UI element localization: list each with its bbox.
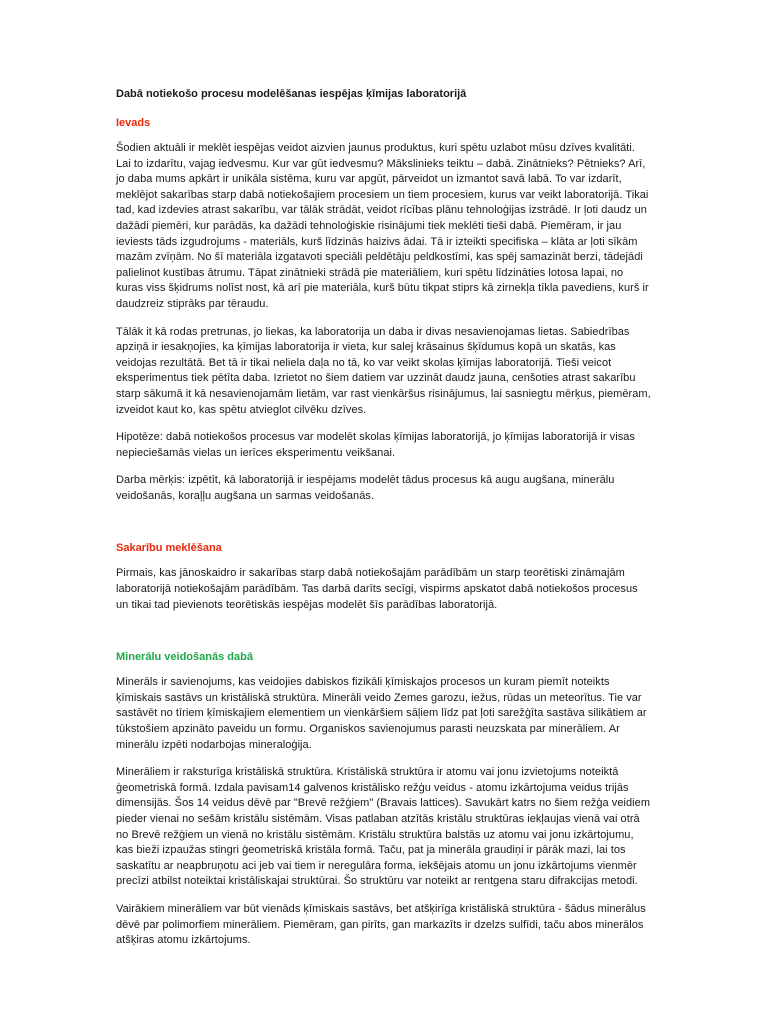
paragraph: Šodien aktuāli ir meklēt iespējas veidot aizvien jaunus produktus, kuri spētu uzlabot mūsu dzīves kvalitāti. Lai to izdarītu, vajag iedvesmu. Kur var gūt iedvesmu? Mākslinieks teiktu – dabā. Zinātnieks? Pētnieks? Arī, jo daba mums apkārt ir unikāla sistēma, kuru var apgūt, pārveidot un izmantot savā labā. To var izdarīt, meklējot sakarības starp dabā notiekošajiem procesiem un tiem procesiem, kurus var veikt laboratorijā. Tikai tad, kad izdevies atrast sakarību, var tālāk strādāt, veidot rīcības plānu tehnoloģijas izstrādē. Ir ļoti daudz un dažādi piemēri, kur parādās, ka dažādi tehnoloģiskie risinājumi tiek meklēti tieši dabā. Piemēram, ir jau ieviests tāds izgudrojums - materiāls, kurš līdzinās haizivs ādai. Tā ir izteikti specifiska – klāta ar ļoti sīkām mazām zvīņām. No šī materiāla izgatavoti speciāli peldētāju peldkostīmi, kas spēj samazināt berzi, tādejādi palielinot kustības ātrumu. Tāpat zinātnieki strādā pie materiāliem, kuri spētu līdzināties lotosa lapai, no kuras viss šķidrums nolīst nost, kā arī pie materiāla, kurš būtu tikpat stiprs kā zirnekļa tīkla pavediens, kurš ir daudzreiz stiprāks par tēraudu.: [116, 142, 649, 310]
paragraph: Minerāls ir savienojums, kas veidojies dabiskos fizikāli ķīmiskajos procesos un kuram piemīt noteikts ķīmiskais sastāvs un kristāliskā struktūra. Minerāli veido Zemes garozu, iežus, rūdas un meteorītus. Tie var sastāvēt no tīriem ķīmiskajiem elementiem un vienkāršiem sāļiem līdz pat ļoti sarežģīta sastāva silikātiem ar tūkstošiem apzināto paveidu un formu. Organiskos savienojumus parasti neuzskata par minerāliem. Ar minerālu izpēti nodarbojas mineraloģija.: [116, 676, 647, 751]
paragraph: Pirmais, kas jānoskaidro ir sakarības starp dabā notiekošajām parādībām un starp teorētiski zināmajām laboratorijā notiekošajām parādībām. Tas darbā darīts secīgi, vispirms apskatot dabā notiekošos procesus un tikai tad pievienots teorētiskās iespējas modelēt šīs parādības laboratorijā.: [116, 567, 638, 611]
goal-paragraph: Darba mērķis: izpētīt, kā laboratorijā ir iespējams modelēt tādus procesus kā augu augšana, minerālu veidošanās, koraļļu augšana un sarmas veidošanās.: [116, 474, 615, 502]
spacer: [116, 625, 652, 649]
section-heading-mineralu-veidosanas: Minerālu veidošanās dabā: [116, 651, 253, 664]
paragraph: Vairākiem minerāliem var būt vienāds ķīmiskais sastāvs, bet atšķirīga kristāliskā struktūra - šādus minerālus dēvē par polimorfiem minerāliem. Piemēram, gan pirīts, gan markazīts ir dzelzs sulfīdi, taču abos minerālos atšķiras atomu izkārtojums.: [116, 902, 646, 947]
paragraph: Minerāliem ir raksturīga kristāliskā struktūra. Kristāliskā struktūra ir atomu vai jonu izvietojums noteiktā ģeometriskā formā. Izdala pavisam14 galvenos kristālisko režģu veidus - atomu izkārtojuma veidus trijās dimensijās. Šos 14 veidus dēvē par "Brevē režģiem" (Bravais lattices). Savukārt katrs no šiem režģa veidiem pieder vienai no sešām kristālu sistēmām. Visas patlaban atzītās kristālu struktūras iekļaujas vienā vai otrā no Brevē režģiem un vienā no kristālu sistēmām. Kristālu struktūra balstās uz atomu vai jonu izkārtojumu, kas bieži izpaužas stingri ģeometriskā kristāla formā. Taču, pat ja minerāla graudiņi ir pārāk mazi, lai tos saskatītu ar neapbruņotu aci jeb vai tiem ir neregulāra forma, iekšējais atomu un jonu izkārtojums vienmēr precīzi atbilst noteiktai kristāliskajai struktūrai. Šo struktūru var noteikt ar rentgena staru difrakcijas metodi.: [116, 766, 651, 888]
document-title: Dabā notiekošo procesu modelēšanas iespējas ķīmijas laboratorijā: [116, 88, 467, 100]
section-heading-ievads: Ievads: [116, 117, 151, 129]
section-heading-sakaribu-meklesana: Sakarību meklēšana: [116, 542, 222, 555]
paragraph: Tālāk it kā rodas pretrunas, jo liekas, ka laboratorija un daba ir divas nesavienojamas lietas. Sabiedrības apziņā ir iesakņojies, ka ķīmijas laboratorija ir vieta, kur salej krāsainus šķīdumus kopā un skatās, kas veidojas rezultātā. Bet tā ir tikai neliela daļa no tā, ko var veikt skolas ķīmijas laboratorijā. Tieši veicot eksperimentus tiek pētīta daba. Izrietot no šiem datiem var uzzināt daudz jauna, cenšoties atrast sakarību starp sākumā it kā nesavienojamām lietām, var rast vienkāršus risinājumus, lai sasniegtu mērķus, piemēram, izveidot kaut ko, kas spētu atvieglot cilvēku dzīves.: [116, 325, 651, 416]
hypothesis-paragraph: Hipotēze: dabā notiekošos procesus var modelēt skolas ķīmijas laboratorijā, jo ķīmijas laboratorijā ir visas nepieciešamās vielas un ierīces eksperimentu veikšanai.: [116, 431, 635, 459]
spacer: [116, 516, 652, 540]
